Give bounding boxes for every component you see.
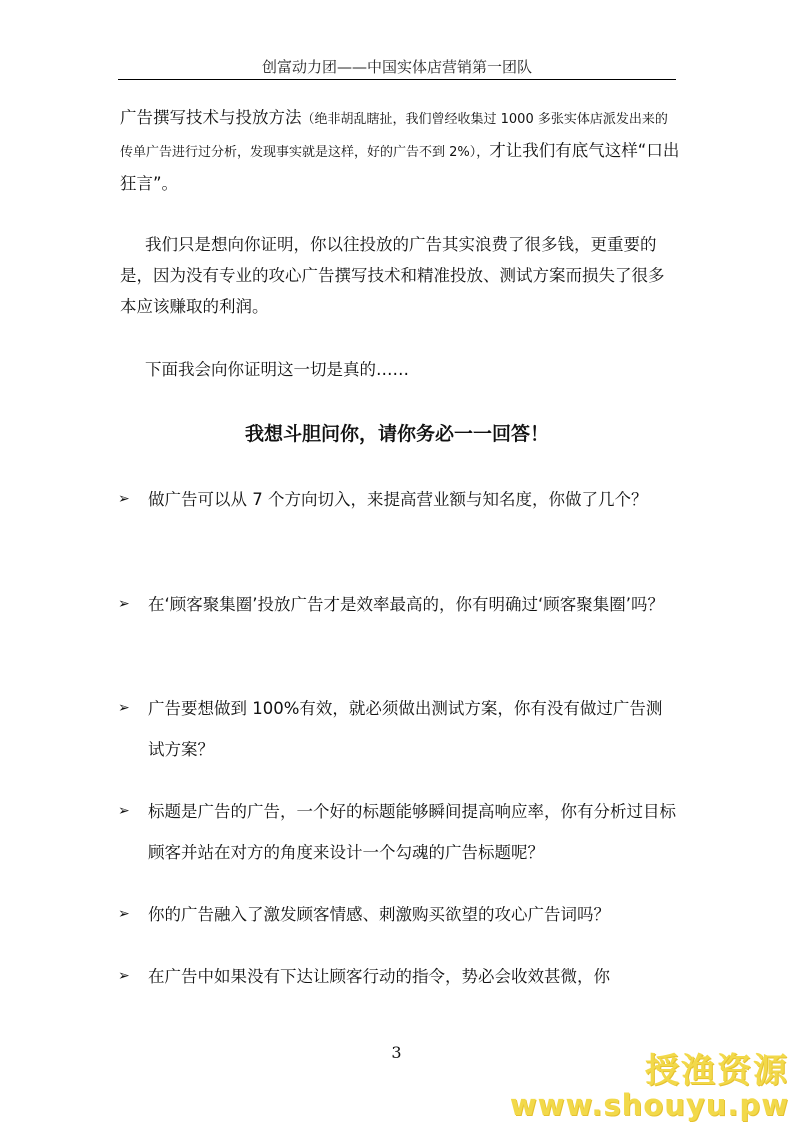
paragraph-proof: 我们只是想向你证明，你以往投放的广告其实浪费了很多钱，更重要的是，因为没有专业的攻心广告撰写技术和精准投放、测试方案而损失了很多本应该赚取的利润。 [120, 235, 665, 316]
page-number: 3 [391, 1043, 402, 1062]
watermark-url: www.shouyu.pw [509, 1088, 789, 1122]
list-item-text: 在广告中如果没有下达让顾客行动的指令，势必会收效甚微，你 [148, 967, 610, 986]
list-item-text: 你的广告融入了激发顾客情感、刺激购买欲望的攻心广告词吗？ [148, 905, 610, 924]
arrow-bullet-icon: ➢ [118, 596, 130, 612]
intro-main-text: 广告撰写技术与投放方法 [120, 108, 302, 127]
arrow-bullet-icon: ➢ [118, 803, 130, 819]
watermark-title: 授渔资源 [645, 1051, 789, 1091]
paragraph-intro [120, 102, 680, 199]
arrow-bullet-icon: ➢ [118, 700, 130, 716]
list-item-text: 做广告可以从 7 个方向切入，来提高营业额与知名度，你做了几个？ [148, 490, 648, 509]
list-item [118, 693, 678, 770]
arrow-bullet-icon: ➢ [118, 491, 130, 507]
list-item [118, 899, 678, 935]
arrow-bullet-icon: ➢ [118, 906, 130, 922]
header-divider [118, 79, 676, 80]
list-item [118, 484, 678, 520]
intro-note-text: （绝非胡乱瞎扯，我们曾经收集过 1000 多张实体店派发出来的传单广告进行过分析，发现事实就是这样，好的广告不到 2%）， [120, 112, 668, 160]
list-item [118, 796, 678, 873]
arrow-bullet-icon: ➢ [118, 968, 130, 984]
page-header: 创富动力团——中国实体店营销第一团队 [261, 58, 532, 76]
section-heading: 我想斗胆问你，请你务必一一回答！ [244, 423, 549, 445]
list-item [118, 961, 678, 997]
list-item-text: 在‘顾客聚集圈’投放广告才是效率最高的，你有明确过‘顾客聚集圈’吗？ [148, 595, 664, 614]
list-item-text: 标题是广告的广告，一个好的标题能够瞬间提高响应率，你有分析过目标顾客并站在对方的角度来设计一个勾魂的广告标题呢？ [148, 802, 676, 862]
paragraph-transition: 下面我会向你证明这一切是真的…… [145, 360, 409, 379]
list-item [118, 589, 678, 625]
intro-tail-text: 才让我们有底气这样“口出狂言”。 [120, 141, 680, 193]
list-item-text: 广告要想做到 100%有效，就必须做出测试方案，你有没有做过广告测试方案？ [148, 699, 663, 759]
